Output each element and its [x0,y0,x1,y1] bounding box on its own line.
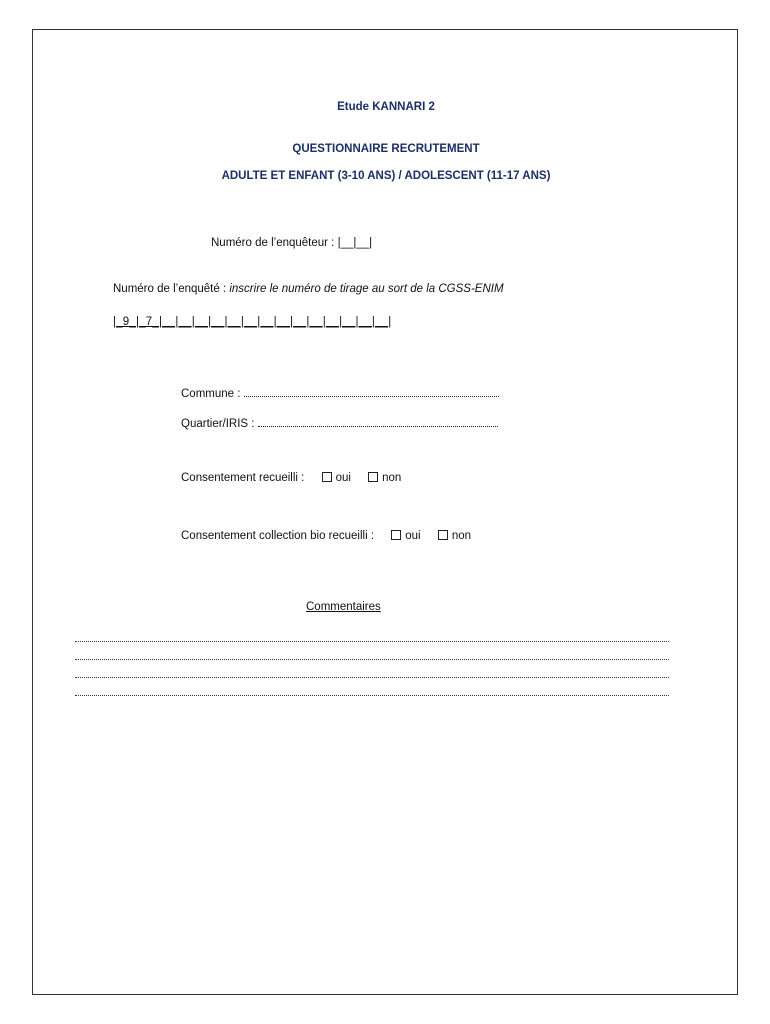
consentement-bio-oui-checkbox[interactable] [391,530,401,540]
enquete-instruction: inscrire le numéro de tirage au sort de la CGSS-ENIM [229,283,504,295]
quartier-row [181,414,498,430]
consentement-bio-label: Consentement collection bio recueilli : [181,530,375,542]
consentement-bio-row [181,530,471,542]
commune-label: Commune : [181,388,241,400]
enquete-number-slots[interactable]: |_9_|_7_|__|__|__|__|__|__|__|__|__|__|__|__|__|__| [113,316,392,328]
consentement-bio-non-checkbox[interactable] [438,530,448,540]
enquete-row [113,283,504,295]
population-subtitle: ADULTE ET ENFANT (3-10 ANS) / ADOLESCENT (11-17 ANS) [221,170,551,182]
consentement-non-label: non [382,472,402,484]
consentement-bio-oui-label: oui [405,530,421,542]
study-title: Etude KANNARI 2 [337,101,435,113]
consentement-bio-oui-option[interactable] [391,530,420,542]
quartier-label: Quartier/IRIS : [181,418,255,430]
consentement-label: Consentement recueilli : [181,472,305,484]
comment-line[interactable] [75,677,669,678]
commune-field[interactable] [244,384,499,397]
consentement-non-checkbox[interactable] [368,472,378,482]
document-page [32,29,738,995]
enqueteur-label: Numéro de l’enquêteur : [211,237,335,249]
consentement-row [181,472,401,484]
comment-line[interactable] [75,659,669,660]
comment-line[interactable] [75,695,669,696]
enquete-label: Numéro de l’enquêté : [113,283,227,295]
consentement-oui-label: oui [335,472,351,484]
commentaires-title: Commentaires [306,601,381,613]
commune-row [181,384,499,400]
consentement-bio-non-label: non [451,530,471,542]
consentement-non-option[interactable] [368,472,401,484]
consentement-bio-non-option[interactable] [438,530,471,542]
quartier-field[interactable] [258,414,498,427]
comment-line[interactable] [75,641,669,642]
consentement-oui-option[interactable] [322,472,351,484]
consentement-oui-checkbox[interactable] [322,472,332,482]
enqueteur-slots[interactable]: |__|__| [337,237,373,249]
questionnaire-title: QUESTIONNAIRE RECRUTEMENT [292,143,480,155]
enqueteur-row [211,237,372,249]
